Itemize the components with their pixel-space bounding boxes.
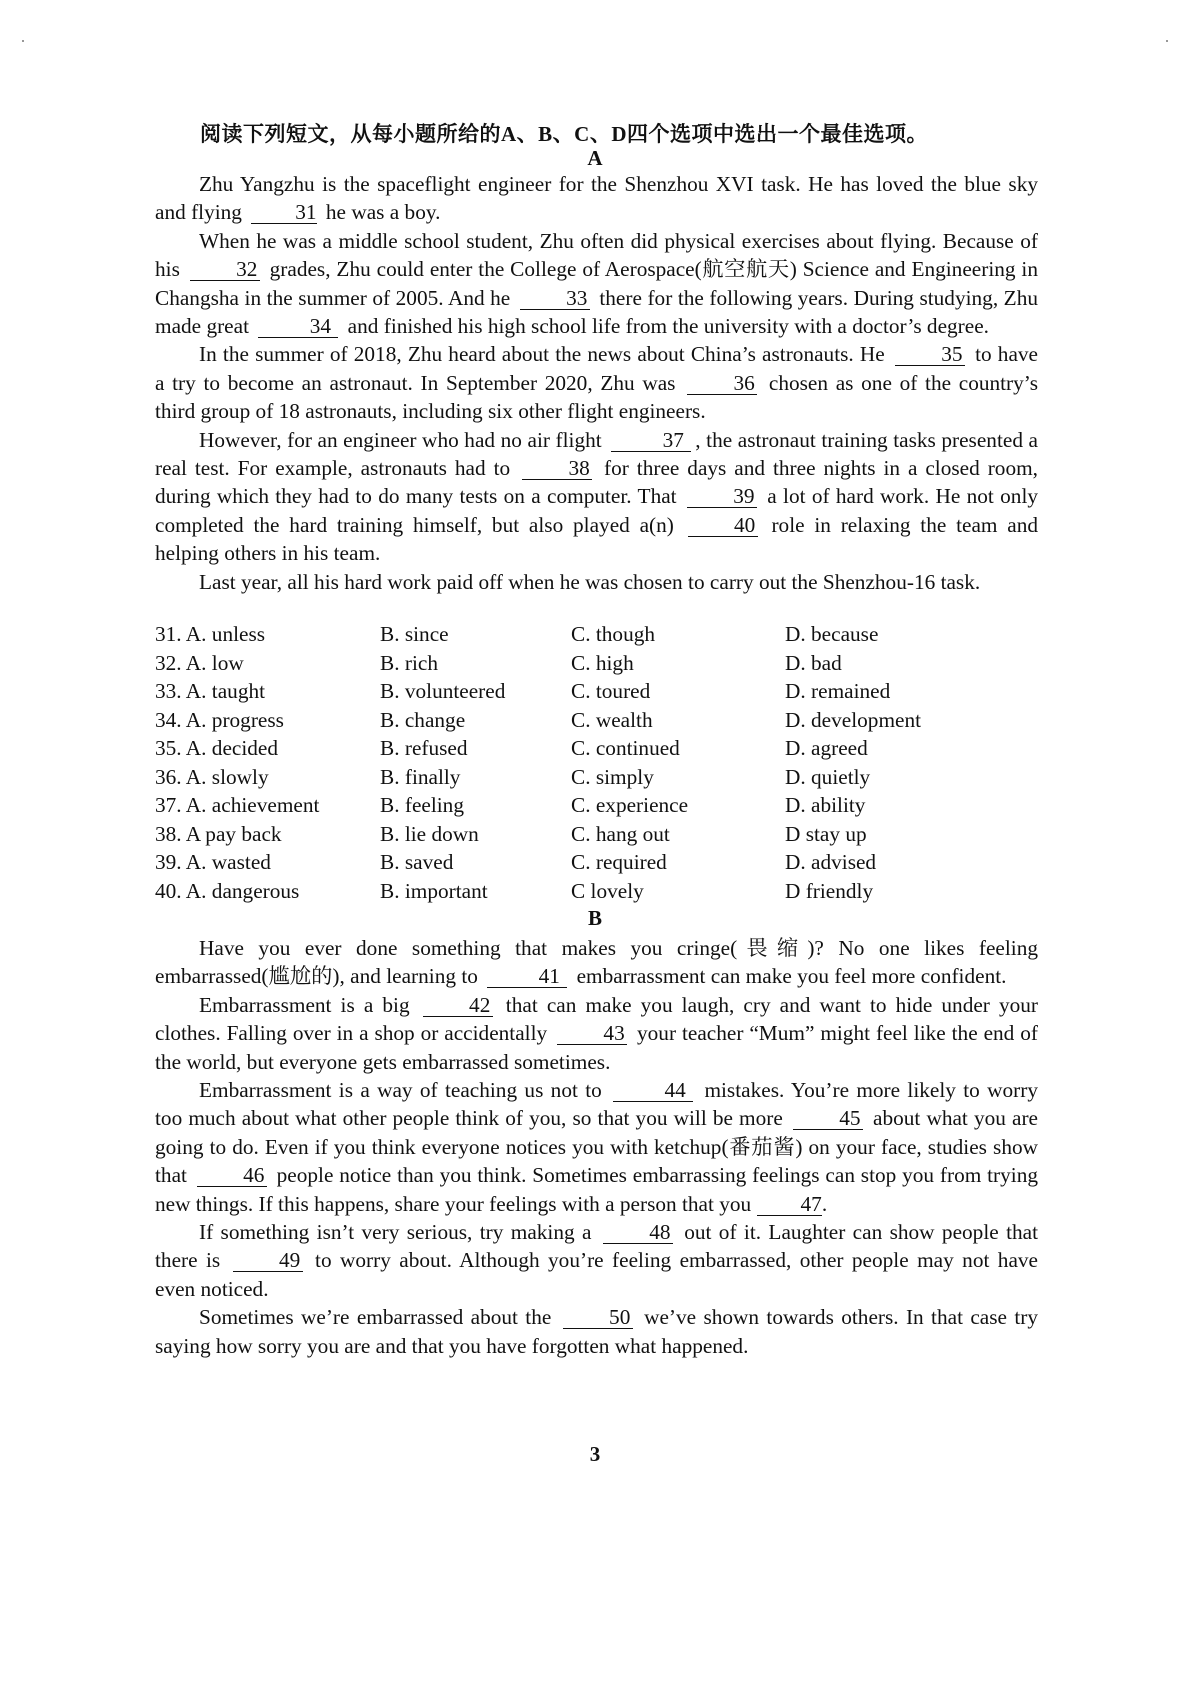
blank-48: 48 — [603, 1221, 673, 1244]
blank-50: 50 — [563, 1306, 633, 1329]
option-row — [155, 850, 1038, 879]
blank-45: 45 — [793, 1107, 863, 1130]
paragraph: Have you ever done something that makes you cringe(畏缩)? No one likes feeling embarrassed(尴尬的), and learning to 41 embarrassment can make you feel more confident. — [155, 936, 1038, 989]
option-row — [155, 679, 1038, 708]
option: B. lie down — [380, 821, 479, 846]
blank-40: 40 — [688, 514, 758, 537]
option: D friendly — [785, 878, 874, 903]
blank-39: 39 — [687, 485, 757, 508]
scan-speck — [22, 40, 24, 42]
option: B. rich — [380, 650, 438, 675]
option: B. feeling — [380, 793, 464, 817]
instruction: 阅读下列短文，从每小题所给的A、B、C、D四个选项中选出一个最佳选项。 — [200, 122, 929, 146]
option: D. quietly — [785, 764, 871, 789]
option-row — [155, 651, 1038, 680]
paragraph: However, for an engineer who had no air flight 37 , the astronaut training tasks presented a real test. For example, astronauts had to 38 for three days and three nights in a closed room, during which they had to do many tests on a computer. That 39 a lot of hard work. He not only completed the hard training himself, but also played a(n) 40 role in relaxing the team and helping others in his team. — [155, 427, 1039, 566]
paragraph: If something isn’t very serious, try making a 48 out of it. Laughter can show people that there is 49 to worry about. Although you’re feeling embarrassed, other people may not have even noticed. — [155, 1220, 1039, 1301]
option: D. agreed — [785, 736, 868, 760]
passage-a — [155, 170, 1038, 596]
scan-speck — [1166, 40, 1168, 42]
option: C. experience — [571, 793, 689, 817]
blank-44: 44 — [613, 1079, 693, 1102]
section-a-heading: A — [587, 146, 603, 170]
blank-32: 32 — [190, 258, 260, 281]
option: 33. A. taught — [155, 679, 266, 703]
option: C. toured — [571, 679, 651, 703]
option-row — [155, 822, 1038, 851]
option-row — [155, 708, 1038, 737]
option: 39. A. wasted — [155, 850, 271, 874]
option: D. remained — [785, 679, 891, 703]
option: B. finally — [380, 764, 461, 789]
option: C. wealth — [571, 707, 653, 732]
paragraph: Sometimes we’re embarrassed about the 50 we’ve shown towards others. In that case try saying how sorry you are and that you have forgotten what happened. — [155, 1305, 1039, 1358]
blank-35: 35 — [895, 343, 965, 366]
option: D. development — [785, 707, 922, 732]
option-row — [155, 622, 1038, 651]
option: 36. A. slowly — [155, 764, 269, 789]
blank-31: 31 — [251, 201, 316, 224]
option: D. because — [785, 622, 879, 646]
passage-b — [155, 934, 1038, 1360]
option: B. volunteered — [380, 679, 506, 703]
option: D. bad — [785, 650, 842, 675]
blank-49: 49 — [233, 1249, 303, 1272]
option: D. ability — [785, 793, 866, 817]
option: C. continued — [571, 736, 680, 760]
blank-46: 46 — [197, 1164, 267, 1187]
option: B. refused — [380, 736, 468, 760]
option: C. required — [571, 850, 667, 874]
option: C. simply — [571, 764, 654, 789]
blank-43: 43 — [557, 1022, 627, 1045]
paragraph: When he was a middle school student, Zhu often did physical exercises about flying. Because of his 32 grades, Zhu could enter the College of Aerospace(航空航天) Science and Engineering in Changsha in the summer of 2005. And he 33 there for the following years. During studying, Zhu made great 34 and finished his high school life from the university with a doctor’s degree. — [155, 228, 1038, 339]
option: 40. A. dangerous — [155, 878, 300, 903]
options-table — [155, 622, 1038, 907]
option-row — [155, 765, 1038, 794]
option-row — [155, 736, 1038, 765]
option-row — [155, 793, 1038, 822]
blank-38: 38 — [522, 457, 592, 480]
option: B. saved — [380, 850, 454, 874]
option: D. advised — [785, 850, 877, 874]
page-number: 3 — [589, 1442, 601, 1466]
blank-41: 41 — [487, 965, 567, 988]
option: 31. A. unless — [155, 622, 266, 646]
option-row — [155, 879, 1038, 908]
option: D stay up — [785, 821, 867, 846]
paragraph: Zhu Yangzhu is the spaceflight engineer for the Shenzhou XVI task. He has loved the blue sky and flying 31 he was a boy. — [155, 172, 1038, 225]
option: B. important — [380, 878, 488, 903]
option: 35. A. decided — [155, 736, 279, 760]
blank-42: 42 — [423, 994, 493, 1017]
paragraph: Last year, all his hard work paid off when he was chosen to carry out the Shenzhou-16 task. — [199, 569, 981, 594]
option: C lovely — [571, 878, 644, 903]
paragraph: Embarrassment is a way of teaching us not to 44 mistakes. You’re more likely to worry too much about what other people think of you, so that you will be more 45 about what you are going to do. Even if you think everyone notices you with ketchup(番茄酱) on your face, studies show that 46 people notice than you think. Sometimes embarrassing feelings can stop you from trying new things. If this happens, share your feelings with a person that you 47. — [155, 1078, 1039, 1216]
blank-34: 34 — [258, 315, 338, 338]
option: 37. A. achievement — [155, 793, 320, 817]
blank-37: 37 — [611, 429, 691, 452]
paragraph: Embarrassment is a big 42 that can make you laugh, cry and want to hide under your clothes. Falling over in a shop or accidentally 43 your teacher “Mum” might feel like the end of the world, but everyone gets embarrassed sometimes. — [155, 992, 1039, 1074]
option: C. high — [571, 650, 634, 675]
option: 34. A. progress — [155, 707, 284, 732]
option: B. since — [380, 622, 449, 646]
paragraph: In the summer of 2018, Zhu heard about the news about China’s astronauts. He 35 to have a try to become an astronaut. In September 2020, Zhu was 36 chosen as one of the country’s third group of 18 astronauts, including six other flight engineers. — [155, 342, 1039, 424]
option: 38. A pay back — [155, 821, 282, 846]
option: 32. A. low — [155, 650, 244, 675]
option: C. hang out — [571, 821, 670, 846]
blank-33: 33 — [520, 287, 590, 310]
blank-36: 36 — [687, 372, 757, 395]
option: B. change — [380, 707, 466, 732]
blank-47: 47 — [757, 1193, 822, 1216]
option: C. though — [571, 622, 656, 646]
section-b-heading: B — [587, 906, 602, 930]
